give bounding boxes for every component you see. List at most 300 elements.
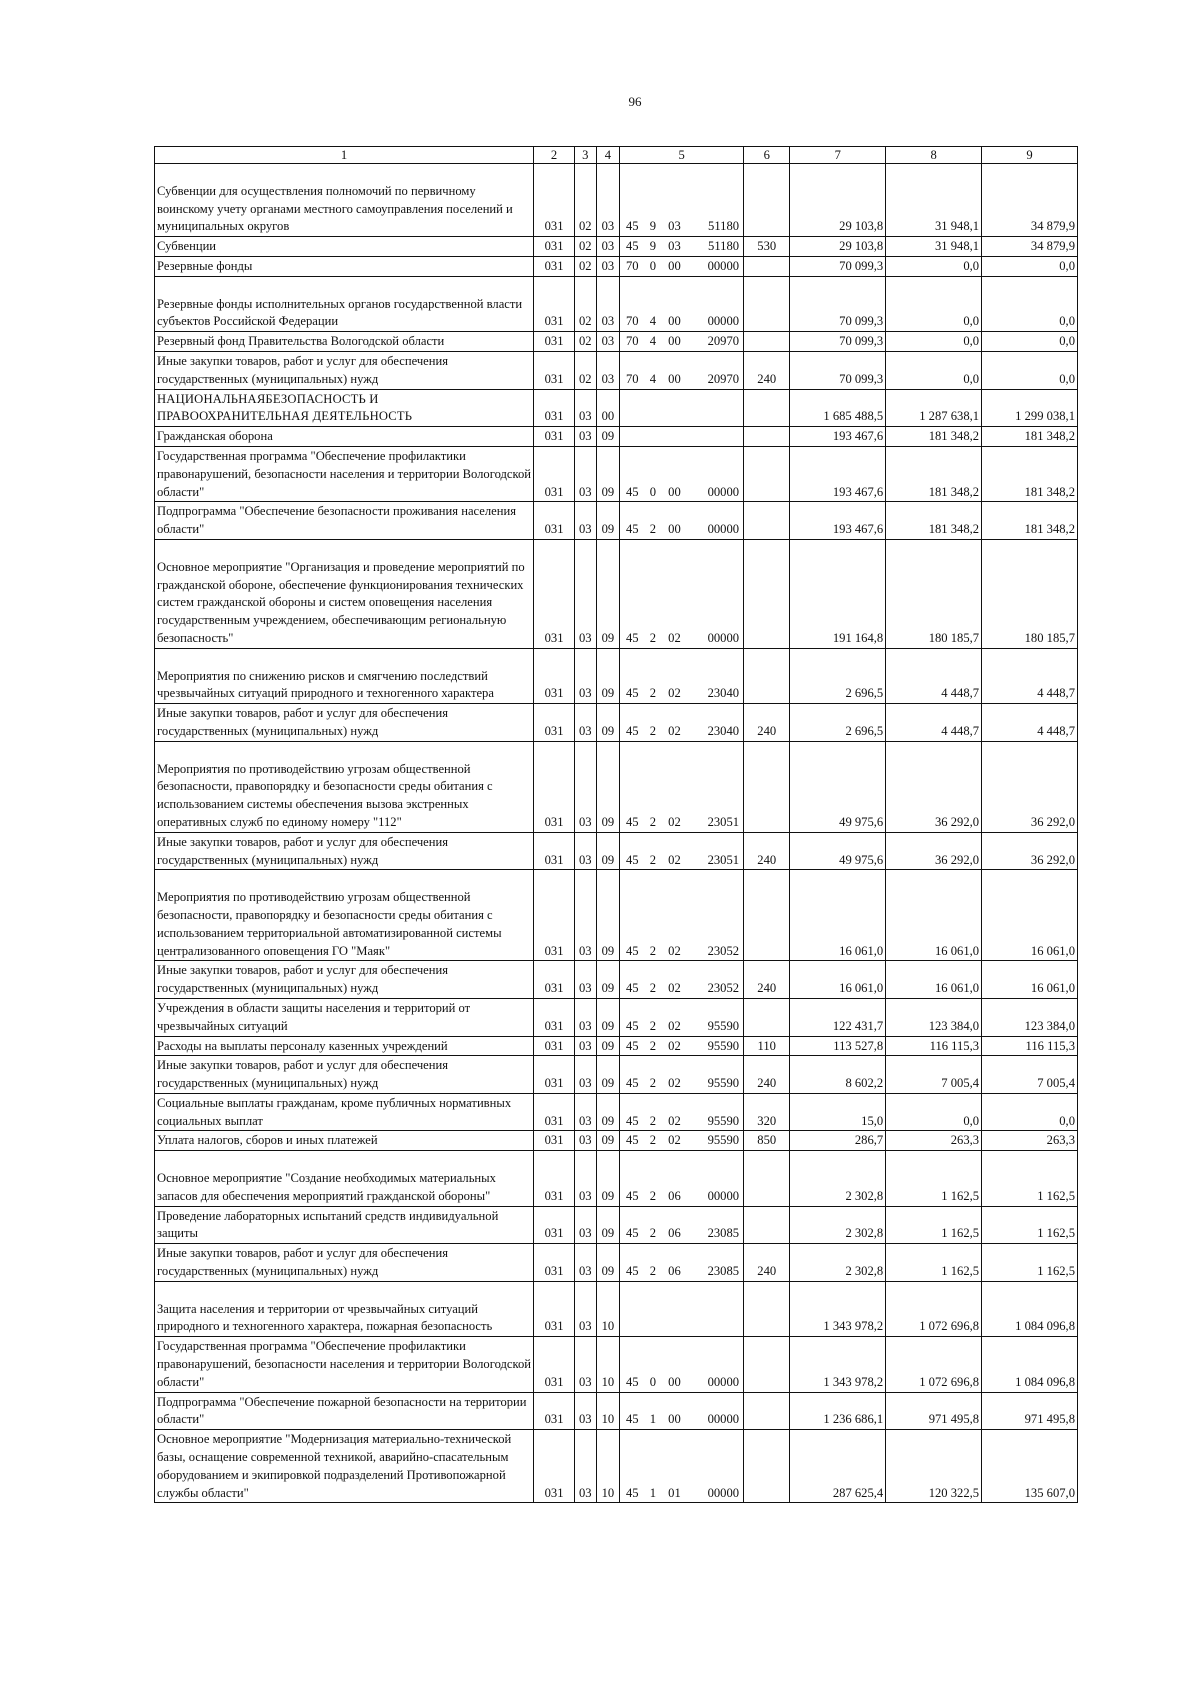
section-code: 03 <box>575 502 597 540</box>
target-article-part: 2 <box>649 852 656 867</box>
grbs-code: 031 <box>534 1392 575 1430</box>
amount-col-9: 1 299 038,1 <box>982 389 1078 427</box>
section-code: 03 <box>575 648 597 703</box>
grbs-code: 031 <box>534 741 575 832</box>
section-code: 02 <box>575 237 597 257</box>
header-col-7: 7 <box>790 147 886 164</box>
target-article-part: 06 <box>668 1188 681 1203</box>
target-article-part: 20970 <box>707 371 740 386</box>
section-code: 03 <box>575 741 597 832</box>
subsection-code: 09 <box>596 446 620 501</box>
expense-type-code <box>744 539 790 648</box>
table-body <box>155 164 1078 1503</box>
target-article-part: 45 <box>625 1133 639 1148</box>
amount-col-8: 31 948,1 <box>886 237 982 257</box>
target-article-code <box>620 1056 744 1094</box>
target-article-parts <box>621 814 742 832</box>
grbs-code: 031 <box>534 704 575 742</box>
target-article-parts <box>621 1188 742 1206</box>
amount-col-7: 2 302,8 <box>790 1151 886 1206</box>
expense-type-code <box>744 502 790 540</box>
target-article-code <box>620 832 744 870</box>
amount-col-8: 36 292,0 <box>886 832 982 870</box>
target-article-part: 00000 <box>707 1374 740 1389</box>
target-article-part: 02 <box>668 723 681 738</box>
target-article-code <box>620 870 744 961</box>
target-article-parts <box>621 1113 742 1131</box>
subsection-code: 09 <box>596 427 620 447</box>
amount-col-9: 180 185,7 <box>982 539 1078 648</box>
row-name: Уплата налогов, сборов и иных платежей <box>155 1131 534 1151</box>
section-code: 03 <box>575 446 597 501</box>
target-article-part: 02 <box>668 943 681 958</box>
target-article-part: 0 <box>649 258 656 273</box>
subsection-code: 03 <box>596 256 620 276</box>
amount-col-8: 0,0 <box>886 256 982 276</box>
target-article-part: 70 <box>625 314 639 329</box>
row-name: Иные закупки товаров, работ и услуг для обеспечения государственных (муниципальных) нужд <box>155 351 534 389</box>
table-row <box>155 164 1078 237</box>
target-article-part: 00 <box>668 314 681 329</box>
target-article-code <box>620 164 744 237</box>
subsection-code: 03 <box>596 164 620 237</box>
target-article-part: 2 <box>649 1226 656 1241</box>
grbs-code: 031 <box>534 446 575 501</box>
table-row <box>155 1244 1078 1282</box>
target-article-part: 9 <box>649 239 656 254</box>
table-row <box>155 1337 1078 1392</box>
grbs-code: 031 <box>534 237 575 257</box>
grbs-code: 031 <box>534 1337 575 1392</box>
target-article-parts <box>621 1485 742 1503</box>
target-article-part: 02 <box>668 1018 681 1033</box>
table-row <box>155 427 1078 447</box>
amount-col-7: 29 103,8 <box>790 237 886 257</box>
subsection-code: 09 <box>596 961 620 999</box>
amount-col-9: 0,0 <box>982 351 1078 389</box>
target-article-part: 02 <box>668 1133 681 1148</box>
target-article-part: 00000 <box>707 484 740 499</box>
target-article-code <box>620 741 744 832</box>
target-article-parts <box>621 1075 742 1093</box>
target-article-parts <box>621 313 742 331</box>
target-article-parts <box>621 484 742 502</box>
row-name: Учреждения в области защиты населения и территорий от чрезвычайных ситуаций <box>155 998 534 1036</box>
target-article-code <box>620 427 744 447</box>
subsection-code: 09 <box>596 502 620 540</box>
amount-col-9: 4 448,7 <box>982 648 1078 703</box>
section-code: 03 <box>575 1281 597 1336</box>
section-code: 03 <box>575 389 597 427</box>
table-row <box>155 1206 1078 1244</box>
target-article-parts <box>621 1374 742 1392</box>
subsection-code: 03 <box>596 237 620 257</box>
amount-col-7: 70 099,3 <box>790 332 886 352</box>
subsection-code: 09 <box>596 704 620 742</box>
expense-type-code: 240 <box>744 704 790 742</box>
target-article-part: 9 <box>649 219 656 234</box>
table-row <box>155 446 1078 501</box>
amount-col-9: 1 162,5 <box>982 1244 1078 1282</box>
expense-type-code: 240 <box>744 1056 790 1094</box>
expense-type-code <box>744 427 790 447</box>
subsection-code: 09 <box>596 1131 620 1151</box>
section-code: 03 <box>575 1036 597 1056</box>
grbs-code: 031 <box>534 832 575 870</box>
amount-col-8: 116 115,3 <box>886 1036 982 1056</box>
target-article-part: 00 <box>668 258 681 273</box>
table-row <box>155 741 1078 832</box>
amount-col-8: 181 348,2 <box>886 502 982 540</box>
subsection-code: 10 <box>596 1281 620 1336</box>
grbs-code: 031 <box>534 502 575 540</box>
target-article-part: 2 <box>649 522 656 537</box>
row-name: Иные закупки товаров, работ и услуг для обеспечения государственных (муниципальных) нужд <box>155 1056 534 1094</box>
target-article-part: 00000 <box>707 1412 740 1427</box>
section-code: 03 <box>575 704 597 742</box>
amount-col-9: 16 061,0 <box>982 961 1078 999</box>
amount-col-7: 49 975,6 <box>790 832 886 870</box>
grbs-code: 031 <box>534 389 575 427</box>
target-article-code <box>620 502 744 540</box>
target-article-part: 95590 <box>707 1113 740 1128</box>
expense-type-code <box>744 256 790 276</box>
grbs-code: 031 <box>534 998 575 1036</box>
target-article-part: 23051 <box>707 852 740 867</box>
target-article-code <box>620 1206 744 1244</box>
target-article-code <box>620 237 744 257</box>
target-article-part: 45 <box>625 522 639 537</box>
target-article-part: 06 <box>668 1226 681 1241</box>
section-code: 03 <box>575 1131 597 1151</box>
section-code: 03 <box>575 961 597 999</box>
row-name: Основное мероприятие "Модернизация материально-технической базы, оснащение современной техникой, аварийно-спасательным оборудованием и экипировкой подразделений Противопожарной службы области" <box>155 1430 534 1503</box>
expense-type-code <box>744 332 790 352</box>
expense-type-code <box>744 1151 790 1206</box>
subsection-code: 09 <box>596 832 620 870</box>
table-row <box>155 1036 1078 1056</box>
amount-col-7: 2 696,5 <box>790 648 886 703</box>
target-article-part: 45 <box>625 1374 639 1389</box>
target-article-part: 2 <box>649 1113 656 1128</box>
grbs-code: 031 <box>534 351 575 389</box>
target-article-code <box>620 961 744 999</box>
subsection-code: 10 <box>596 1392 620 1430</box>
row-name: Иные закупки товаров, работ и услуг для обеспечения государственных (муниципальных) нужд <box>155 704 534 742</box>
table-row <box>155 276 1078 331</box>
target-article-part: 02 <box>668 630 681 645</box>
target-article-part: 45 <box>625 686 639 701</box>
table-row <box>155 998 1078 1036</box>
section-code: 02 <box>575 164 597 237</box>
target-article-part: 45 <box>625 1412 639 1427</box>
table-row <box>155 1392 1078 1430</box>
amount-col-8: 123 384,0 <box>886 998 982 1036</box>
amount-col-8: 971 495,8 <box>886 1392 982 1430</box>
target-article-part: 95590 <box>707 1038 740 1053</box>
table-row <box>155 332 1078 352</box>
table-row <box>155 1430 1078 1503</box>
expense-type-code <box>744 164 790 237</box>
grbs-code: 031 <box>534 870 575 961</box>
expense-type-code <box>744 446 790 501</box>
amount-col-7: 70 099,3 <box>790 256 886 276</box>
amount-col-9: 181 348,2 <box>982 446 1078 501</box>
subsection-code: 09 <box>596 648 620 703</box>
subsection-code: 09 <box>596 1093 620 1131</box>
expense-type-code <box>744 389 790 427</box>
target-article-part: 00 <box>668 522 681 537</box>
section-code: 03 <box>575 1337 597 1392</box>
target-article-parts <box>621 333 742 351</box>
amount-col-8: 1 162,5 <box>886 1244 982 1282</box>
target-article-parts <box>621 258 742 276</box>
target-article-part: 02 <box>668 1038 681 1053</box>
table-row <box>155 1281 1078 1336</box>
section-code: 03 <box>575 1151 597 1206</box>
target-article-parts <box>621 371 742 389</box>
target-article-parts <box>621 852 742 870</box>
target-article-part: 45 <box>625 1038 639 1053</box>
amount-col-7: 49 975,6 <box>790 741 886 832</box>
table-row <box>155 351 1078 389</box>
target-article-part: 00000 <box>707 522 740 537</box>
expense-type-code: 240 <box>744 961 790 999</box>
amount-col-9: 1 162,5 <box>982 1151 1078 1206</box>
amount-col-8: 1 162,5 <box>886 1206 982 1244</box>
target-article-code <box>620 539 744 648</box>
grbs-code: 031 <box>534 332 575 352</box>
target-article-code <box>620 389 744 427</box>
amount-col-8: 1 072 696,8 <box>886 1337 982 1392</box>
expense-type-code <box>744 1392 790 1430</box>
budget-table <box>154 146 1078 1503</box>
table-row <box>155 704 1078 742</box>
expense-type-code <box>744 1281 790 1336</box>
target-article-part: 1 <box>649 1412 656 1427</box>
amount-col-7: 2 696,5 <box>790 704 886 742</box>
expense-type-code: 530 <box>744 237 790 257</box>
target-article-part: 1 <box>649 1485 656 1500</box>
expense-type-code: 240 <box>744 1244 790 1282</box>
target-article-parts <box>621 1411 742 1429</box>
target-article-part: 01 <box>668 1485 681 1500</box>
section-code: 03 <box>575 1056 597 1094</box>
row-name: Расходы на выплаты персоналу казенных учреждений <box>155 1036 534 1056</box>
target-article-part: 95590 <box>707 1076 740 1091</box>
amount-col-9: 0,0 <box>982 332 1078 352</box>
amount-col-9: 16 061,0 <box>982 870 1078 961</box>
row-name: Защита населения и территории от чрезвычайных ситуаций природного и техногенного характера, пожарная безопасность <box>155 1281 534 1336</box>
amount-col-8: 0,0 <box>886 351 982 389</box>
target-article-parts <box>621 723 742 741</box>
target-article-code <box>620 1131 744 1151</box>
target-article-part: 2 <box>649 1188 656 1203</box>
target-article-part: 00 <box>668 334 681 349</box>
expense-type-code <box>744 870 790 961</box>
target-article-part: 2 <box>649 814 656 829</box>
subsection-code: 03 <box>596 276 620 331</box>
target-article-part: 03 <box>668 219 681 234</box>
section-code: 03 <box>575 1206 597 1244</box>
amount-col-7: 1 685 488,5 <box>790 389 886 427</box>
row-name: Резервные фонды <box>155 256 534 276</box>
grbs-code: 031 <box>534 1131 575 1151</box>
target-article-part: 45 <box>625 981 639 996</box>
amount-col-9: 0,0 <box>982 256 1078 276</box>
table-row <box>155 1131 1078 1151</box>
amount-col-7: 16 061,0 <box>790 870 886 961</box>
target-article-code <box>620 1244 744 1282</box>
amount-col-9: 34 879,9 <box>982 237 1078 257</box>
target-article-part: 06 <box>668 1264 681 1279</box>
target-article-part: 2 <box>649 630 656 645</box>
target-article-parts <box>621 218 742 236</box>
expense-type-code: 850 <box>744 1131 790 1151</box>
target-article-code <box>620 276 744 331</box>
target-article-part: 4 <box>649 371 656 386</box>
target-article-part: 02 <box>668 686 681 701</box>
target-article-code <box>620 351 744 389</box>
target-article-part: 23085 <box>707 1226 740 1241</box>
grbs-code: 031 <box>534 961 575 999</box>
table-row <box>155 1151 1078 1206</box>
section-code: 03 <box>575 870 597 961</box>
subsection-code: 09 <box>596 998 620 1036</box>
row-name: Резервный фонд Правительства Вологодской области <box>155 332 534 352</box>
target-article-code <box>620 1337 744 1392</box>
amount-col-8: 120 322,5 <box>886 1430 982 1503</box>
subsection-code: 03 <box>596 332 620 352</box>
expense-type-code <box>744 1206 790 1244</box>
section-code: 03 <box>575 427 597 447</box>
amount-col-7: 1 236 686,1 <box>790 1392 886 1430</box>
target-article-code <box>620 332 744 352</box>
amount-col-9: 263,3 <box>982 1131 1078 1151</box>
section-code: 03 <box>575 998 597 1036</box>
target-article-code <box>620 1036 744 1056</box>
target-article-part: 45 <box>625 1113 639 1128</box>
target-article-part: 00 <box>668 371 681 386</box>
amount-col-7: 70 099,3 <box>790 351 886 389</box>
row-name: Иные закупки товаров, работ и услуг для обеспечения государственных (муниципальных) нужд <box>155 832 534 870</box>
amount-col-7: 113 527,8 <box>790 1036 886 1056</box>
amount-col-9: 34 879,9 <box>982 164 1078 237</box>
section-code: 03 <box>575 832 597 870</box>
amount-col-7: 15,0 <box>790 1093 886 1131</box>
amount-col-8: 7 005,4 <box>886 1056 982 1094</box>
subsection-code: 09 <box>596 1206 620 1244</box>
section-code: 02 <box>575 351 597 389</box>
grbs-code: 031 <box>534 427 575 447</box>
table-row <box>155 256 1078 276</box>
target-article-part: 23085 <box>707 1264 740 1279</box>
amount-col-7: 70 099,3 <box>790 276 886 331</box>
target-article-part: 23040 <box>707 686 740 701</box>
target-article-part: 70 <box>625 371 639 386</box>
target-article-part: 95590 <box>707 1018 740 1033</box>
expense-type-code <box>744 648 790 703</box>
expense-type-code: 240 <box>744 351 790 389</box>
row-name: Подпрограмма "Обеспечение пожарной безопасности на территории области" <box>155 1392 534 1430</box>
header-col-2: 2 <box>534 147 575 164</box>
target-article-part: 70 <box>625 258 639 273</box>
target-article-part: 4 <box>649 314 656 329</box>
target-article-part: 0 <box>649 484 656 499</box>
page-number: 96 <box>628 94 642 109</box>
expense-type-code <box>744 998 790 1036</box>
amount-col-9: 135 607,0 <box>982 1430 1078 1503</box>
header-row <box>155 147 1078 164</box>
target-article-part: 2 <box>649 943 656 958</box>
target-article-parts <box>621 685 742 703</box>
amount-col-7: 29 103,8 <box>790 164 886 237</box>
target-article-part: 45 <box>625 239 639 254</box>
target-article-part: 00000 <box>707 1485 740 1500</box>
amount-col-7: 16 061,0 <box>790 961 886 999</box>
grbs-code: 031 <box>534 648 575 703</box>
target-article-part: 45 <box>625 219 639 234</box>
target-article-part: 02 <box>668 814 681 829</box>
grbs-code: 031 <box>534 1036 575 1056</box>
target-article-part: 45 <box>625 1018 639 1033</box>
table-row <box>155 539 1078 648</box>
grbs-code: 031 <box>534 1281 575 1336</box>
amount-col-7: 8 602,2 <box>790 1056 886 1094</box>
grbs-code: 031 <box>534 539 575 648</box>
target-article-parts <box>621 1132 742 1150</box>
subsection-code: 00 <box>596 389 620 427</box>
amount-col-8: 181 348,2 <box>886 446 982 501</box>
subsection-code: 09 <box>596 1056 620 1094</box>
target-article-part: 45 <box>625 1076 639 1091</box>
amount-col-8: 0,0 <box>886 276 982 331</box>
target-article-part: 45 <box>625 484 639 499</box>
row-name: Социальные выплаты гражданам, кроме публичных нормативных социальных выплат <box>155 1093 534 1131</box>
amount-col-8: 16 061,0 <box>886 961 982 999</box>
grbs-code: 031 <box>534 164 575 237</box>
target-article-part: 45 <box>625 1226 639 1241</box>
amount-col-9: 0,0 <box>982 276 1078 331</box>
amount-col-7: 191 164,8 <box>790 539 886 648</box>
row-name: Основное мероприятие "Организация и проведение мероприятий по гражданской обороне, обеспечение функционирования технических систем гражданской обороны и систем оповещения населения государственным учреждением, обеспечивающим региональную безопасность" <box>155 539 534 648</box>
table-row <box>155 237 1078 257</box>
target-article-part: 2 <box>649 686 656 701</box>
amount-col-9: 123 384,0 <box>982 998 1078 1036</box>
amount-col-8: 31 948,1 <box>886 164 982 237</box>
header-col-1: 1 <box>155 147 534 164</box>
section-code: 03 <box>575 1430 597 1503</box>
amount-col-7: 193 467,6 <box>790 427 886 447</box>
section-code: 02 <box>575 256 597 276</box>
target-article-parts <box>621 1018 742 1036</box>
row-name: Мероприятия по противодействию угрозам общественной безопасности, правопорядку и безопасности среды обитания с использованием территориальной автоматизированной системы централизованного оповещения ГО "Маяк" <box>155 870 534 961</box>
section-code: 03 <box>575 1244 597 1282</box>
row-name: Гражданская оборона <box>155 427 534 447</box>
target-article-part: 2 <box>649 1133 656 1148</box>
target-article-part: 23052 <box>707 943 740 958</box>
target-article-part: 23040 <box>707 723 740 738</box>
target-article-part: 23051 <box>707 814 740 829</box>
section-code: 02 <box>575 332 597 352</box>
header-col-4: 4 <box>596 147 620 164</box>
header-col-6: 6 <box>744 147 790 164</box>
target-article-part: 02 <box>668 981 681 996</box>
amount-col-7: 193 467,6 <box>790 502 886 540</box>
table-row <box>155 648 1078 703</box>
table-row <box>155 1056 1078 1094</box>
section-code: 02 <box>575 276 597 331</box>
